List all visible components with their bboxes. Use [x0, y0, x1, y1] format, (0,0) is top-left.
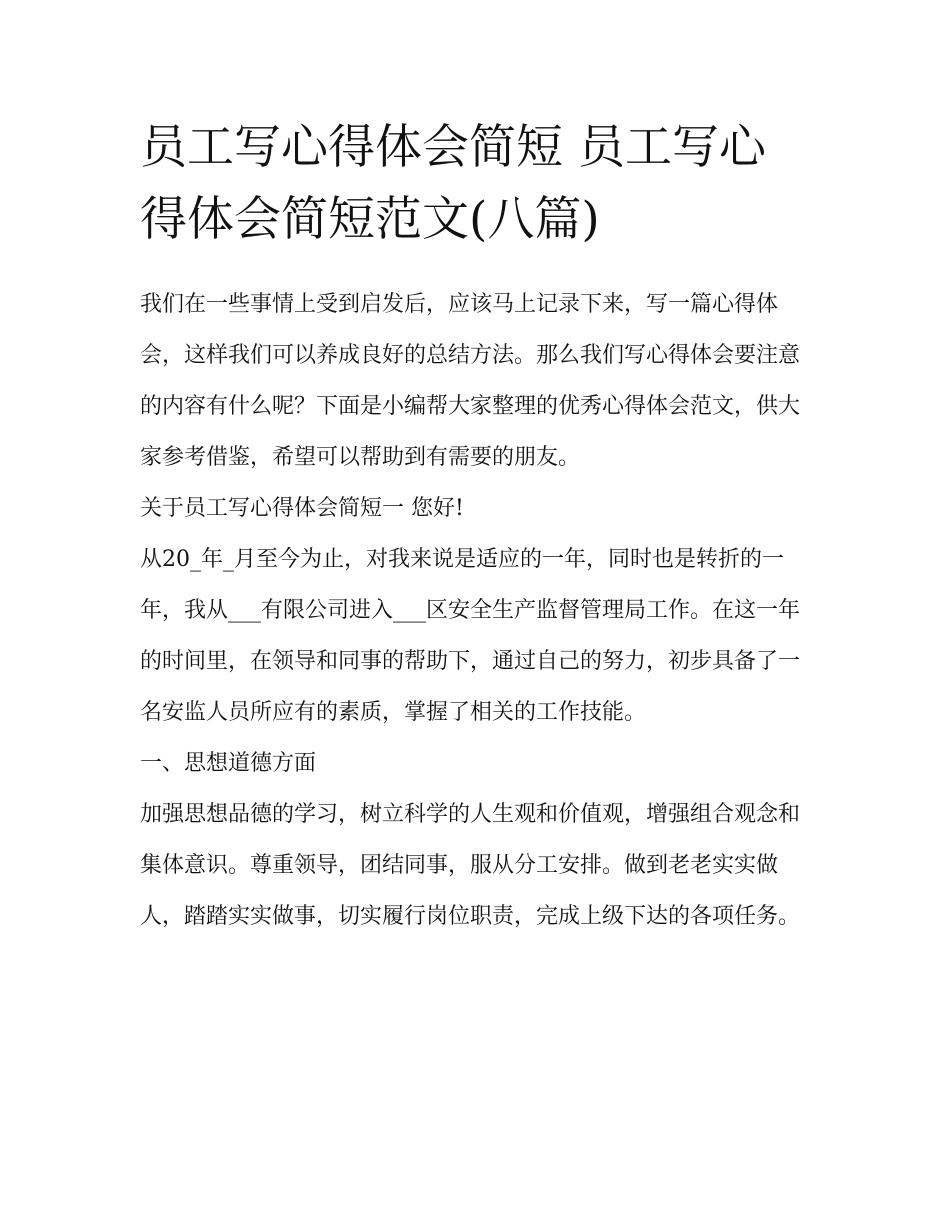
section-one-heading: 关于员工写心得体会简短一 您好! — [140, 496, 464, 521]
work-summary-paragraph: 从20_年_月至今为止，对我来说是适应的一年，同时也是转折的一年，我从___有限公司进入___区安全生产监督管理局工作。在这一年的时间里，在领导和同事的帮助下，通过自己的努力，初步具备了一名安监人员所应有的素质，掌握了相关的工作技能。 — [140, 547, 801, 725]
document-title: 员工写心得体会简短 员工写心得体会简短范文(八篇) — [140, 120, 766, 247]
document-content — [140, 112, 812, 942]
intro-paragraph: 我们在一些事情上受到启发后，应该马上记录下来，写一篇心得体会，这样我们可以养成良好的总结方法。那么我们写心得体会要注意的内容有什么呢？下面是小编帮大家整理的优秀心得体会范文，供大家参考借鉴，希望可以帮助到有需要的朋友。 — [140, 292, 801, 470]
moral-section-heading: 一、思想道德方面 — [140, 751, 317, 776]
document-body — [140, 279, 812, 942]
moral-section-paragraph: 加强思想品德的学习，树立科学的人生观和价值观，增强组合观念和集体意识。尊重领导，团结同事，服从分工安排。做到老老实实做人，踏踏实实做事，切实履行岗位职责，完成上级下达的各项任务。 — [140, 802, 801, 929]
